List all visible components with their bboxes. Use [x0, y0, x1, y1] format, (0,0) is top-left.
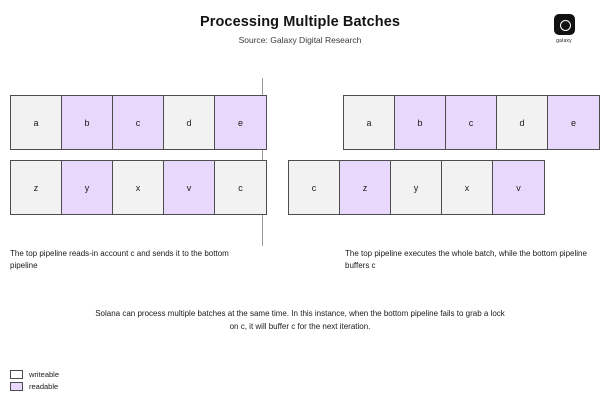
- pipeline-cell: z: [11, 161, 62, 214]
- pipeline-cell: y: [62, 161, 113, 214]
- pipeline-cell: x: [442, 161, 493, 214]
- pipeline-cell: v: [164, 161, 215, 214]
- chart-header: [0, 14, 600, 45]
- left-top-pipeline: [10, 95, 267, 150]
- pipeline-cell: z: [340, 161, 391, 214]
- legend-item-readable: [10, 382, 59, 391]
- left-caption: The top pipeline reads-in account c and sends it to the bottom pipeline: [10, 249, 229, 271]
- pipeline-cell: c: [446, 96, 497, 149]
- pipeline-cell: a: [11, 96, 62, 149]
- pipeline-cell: d: [497, 96, 548, 149]
- right-top-pipeline: [343, 95, 600, 150]
- pipeline-cell: v: [493, 161, 544, 214]
- legend: [10, 370, 59, 394]
- pipeline-cell: b: [395, 96, 446, 149]
- galaxy-logo-icon: [554, 14, 575, 35]
- pipeline-cell: e: [548, 96, 599, 149]
- pipeline-cell: d: [164, 96, 215, 149]
- pipeline-cell: c: [289, 161, 340, 214]
- galaxy-logo: [546, 14, 582, 44]
- legend-item-writeable: [10, 370, 59, 379]
- pipeline-cell: e: [215, 96, 266, 149]
- pipeline-cell: a: [344, 96, 395, 149]
- page-title: Processing Multiple Batches: [199, 14, 401, 30]
- summary-caption: Solana can process multiple batches at the same time. In this instance, when the bottom pipeline fails to grab a lock on c, it will buffer c for the next iteration.: [95, 309, 505, 331]
- pipeline-cell: c: [215, 161, 266, 214]
- pipeline-cell: x: [113, 161, 164, 214]
- legend-swatch-readable-icon: [10, 382, 23, 391]
- legend-label: readable: [29, 382, 59, 391]
- pipeline-cell: b: [62, 96, 113, 149]
- right-bottom-pipeline: [288, 160, 545, 215]
- source-subtitle: Source: Galaxy Digital Research: [238, 35, 362, 45]
- right-caption: The top pipeline executes the whole batch, while the bottom pipeline buffers c: [345, 249, 587, 271]
- legend-label: writeable: [29, 370, 60, 379]
- pipeline-cell: c: [113, 96, 164, 149]
- left-bottom-pipeline: [10, 160, 267, 215]
- legend-swatch-writeable-icon: [10, 370, 23, 379]
- pipeline-cell: y: [391, 161, 442, 214]
- galaxy-logo-label: galaxy: [556, 38, 572, 44]
